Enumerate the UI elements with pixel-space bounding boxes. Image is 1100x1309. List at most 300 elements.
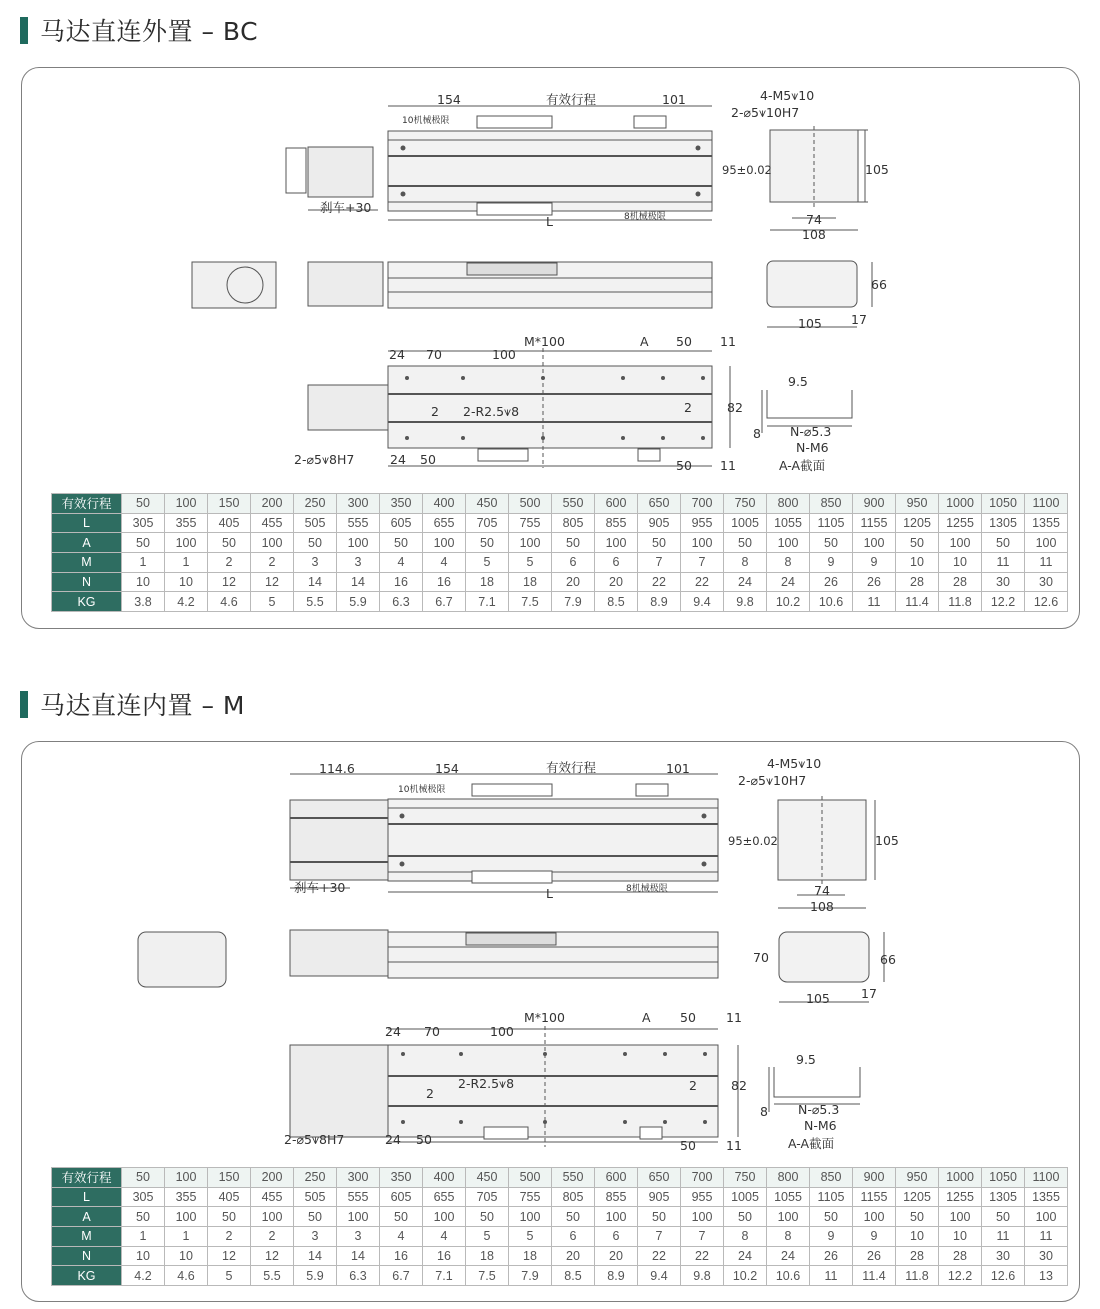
motor-side [290, 930, 388, 976]
table-cell: 100 [509, 1207, 552, 1227]
dim-105: 105 [875, 833, 899, 848]
table-cell: 455 [251, 1187, 294, 1207]
dim-50: 50 [676, 334, 692, 349]
table-cell: 12 [251, 572, 294, 592]
table-cell: 100 [165, 1168, 208, 1188]
dim-17: 17 [851, 312, 867, 327]
table-cell: 400 [423, 1168, 466, 1188]
table-cell: 150 [208, 494, 251, 514]
dim-24: 24 [385, 1024, 401, 1039]
table-cell: 100 [165, 494, 208, 514]
dim-66: 66 [871, 277, 887, 292]
label-m5: 4-M5⩛10 [760, 88, 815, 103]
table-cell: 50 [810, 1207, 853, 1227]
table-cell: 200 [251, 494, 294, 514]
table-cell: 6.3 [337, 1266, 380, 1286]
table-cell: 26 [853, 1246, 896, 1266]
section-profile [767, 390, 852, 418]
table-cell: 11 [982, 553, 1025, 573]
table-cell: 22 [638, 572, 681, 592]
table-cell: 18 [509, 572, 552, 592]
table-cell: 805 [552, 513, 595, 533]
dim-66: 66 [880, 952, 896, 967]
label-limit8: 8机械极限 [624, 212, 666, 222]
table-cell: 50 [638, 533, 681, 553]
table-cell: 555 [337, 513, 380, 533]
table-cell: 100 [251, 533, 294, 553]
table-row [52, 494, 1068, 514]
label-n53: N-⌀5.3 [790, 424, 832, 439]
table-cell: 50 [208, 1207, 251, 1227]
table-cell: 9 [810, 1227, 853, 1247]
table-cell: 1000 [939, 1168, 982, 1188]
table-cell: 5 [466, 1227, 509, 1247]
table-cell: 655 [423, 1187, 466, 1207]
table-row [52, 513, 1068, 533]
table-cell: 6.7 [423, 592, 466, 612]
table-cell: 10 [165, 1246, 208, 1266]
table-cell: 100 [1025, 533, 1068, 553]
dim-m100: M*100 [524, 334, 565, 349]
table-cell: 14 [294, 1246, 337, 1266]
table-cell: 9.4 [638, 1266, 681, 1286]
label-hole8: 2-⌀5⩛8H7 [284, 1132, 345, 1147]
table-cell: 100 [251, 1207, 294, 1227]
table-cell: 12.6 [982, 1266, 1025, 1286]
table-cell: 11 [810, 1266, 853, 1286]
table-row [52, 1266, 1068, 1286]
dim-108: 108 [810, 899, 834, 914]
dim-50c: 50 [680, 1138, 696, 1153]
table-cell: 1050 [982, 1168, 1025, 1188]
dim-8: 8 [753, 426, 761, 441]
dim-11: 11 [720, 334, 736, 349]
dim-82: 82 [727, 400, 743, 415]
dim-105: 105 [865, 162, 889, 177]
spec-table-m [51, 1167, 1068, 1286]
table-cell: 805 [552, 1187, 595, 1207]
table-cell: 7.1 [423, 1266, 466, 1286]
table-cell: 50 [294, 533, 337, 553]
table-cell: 5.9 [294, 1266, 337, 1286]
table-cell: 24 [724, 1246, 767, 1266]
table-cell: 16 [423, 572, 466, 592]
table-cell: 100 [939, 1207, 982, 1227]
dim-8: 8 [760, 1104, 768, 1119]
dim-74: 74 [814, 883, 830, 898]
table-cell: 6.3 [380, 592, 423, 612]
dim-114-6: 114.6 [319, 761, 355, 776]
table-cell: 100 [337, 533, 380, 553]
table-cell: 1305 [982, 1187, 1025, 1207]
table-cell: 7.5 [466, 1266, 509, 1286]
table-cell: 7.9 [509, 1266, 552, 1286]
table-cell: 16 [423, 1246, 466, 1266]
table-cell: 4.6 [208, 592, 251, 612]
table-cell: 1 [122, 1227, 165, 1247]
table-cell: 9.8 [681, 1266, 724, 1286]
table-cell: 350 [380, 1168, 423, 1188]
table-cell: 5.9 [337, 592, 380, 612]
label-limit8: 8机械极限 [626, 884, 668, 894]
table-row [52, 592, 1068, 612]
table-cell: 455 [251, 513, 294, 533]
dim-70-end: 70 [753, 950, 769, 965]
dim-L: L [546, 886, 553, 901]
table-cell: 20 [552, 1246, 595, 1266]
table-cell: 405 [208, 1187, 251, 1207]
label-hole8: 2-⌀5⩛8H7 [294, 452, 355, 467]
row-header: L [52, 1187, 122, 1207]
label-m5: 4-M5⩛10 [767, 756, 822, 771]
section-title-text: 马达直连外置 – BC [40, 17, 259, 46]
dim-m100: M*100 [524, 1010, 565, 1025]
table-cell: 700 [681, 1168, 724, 1188]
table-cell: 1305 [982, 513, 1025, 533]
table-cell: 12 [208, 1246, 251, 1266]
table-cell: 10.6 [810, 592, 853, 612]
table-cell: 11 [853, 592, 896, 612]
table-cell: 3 [337, 553, 380, 573]
table-cell: 650 [638, 1168, 681, 1188]
table-cell: 12 [251, 1246, 294, 1266]
table-cell: 8.9 [638, 592, 681, 612]
dim-stroke: 有效行程 [546, 760, 597, 775]
table-cell: 6 [552, 553, 595, 573]
label-A: A [642, 1010, 651, 1025]
label-limit10: 10机械极限 [398, 785, 446, 795]
table-cell: 5 [251, 592, 294, 612]
motor-block [290, 800, 388, 880]
dim-50: 50 [680, 1010, 696, 1025]
panel-m [21, 741, 1080, 1302]
table-cell: 50 [724, 1207, 767, 1227]
table-cell: 7.5 [509, 592, 552, 612]
table-row [52, 533, 1068, 553]
actuator-body-top [388, 131, 712, 211]
row-header: A [52, 1207, 122, 1227]
table-row [52, 572, 1068, 592]
table-cell: 1005 [724, 513, 767, 533]
table-cell: 850 [810, 494, 853, 514]
table-cell: 50 [208, 533, 251, 553]
table-cell: 22 [638, 1246, 681, 1266]
table-cell: 50 [982, 1207, 1025, 1227]
table-cell: 24 [767, 572, 810, 592]
table-cell: 1205 [896, 513, 939, 533]
table-cell: 30 [1025, 1246, 1068, 1266]
table-cell: 100 [853, 533, 896, 553]
table-cell: 3 [337, 1227, 380, 1247]
table-cell: 5 [208, 1266, 251, 1286]
table-cell: 600 [595, 1168, 638, 1188]
table-cell: 355 [165, 513, 208, 533]
table-cell: 555 [337, 1187, 380, 1207]
table-cell: 500 [509, 1168, 552, 1188]
table-cell: 8 [767, 1227, 810, 1247]
table-cell: 10.2 [724, 1266, 767, 1286]
table-cell: 9 [853, 1227, 896, 1247]
motor-cap [286, 148, 306, 193]
table-cell: 1 [122, 553, 165, 573]
table-cell: 950 [896, 1168, 939, 1188]
label-n53: N-⌀5.3 [798, 1102, 840, 1117]
table-cell: 20 [595, 1246, 638, 1266]
label-brake: 刹车+30 [294, 880, 346, 895]
table-cell: 1100 [1025, 1168, 1068, 1188]
spec-table-bc [51, 493, 1068, 612]
table-cell: 10 [122, 572, 165, 592]
table-cell: 50 [466, 1207, 509, 1227]
dim-11: 11 [726, 1010, 742, 1025]
table-cell: 12 [208, 572, 251, 592]
table-cell: 8.5 [595, 592, 638, 612]
row-header: M [52, 553, 122, 573]
table-cell: 11.8 [939, 592, 982, 612]
table-cell: 1000 [939, 494, 982, 514]
table-cell: 5 [509, 553, 552, 573]
table-cell: 14 [337, 572, 380, 592]
table-row [52, 1168, 1068, 1188]
table-cell: 450 [466, 1168, 509, 1188]
table-cell: 7.1 [466, 592, 509, 612]
table-cell: 550 [552, 494, 595, 514]
table-cell: 605 [380, 513, 423, 533]
actuator-body-bottom [388, 1045, 718, 1137]
table-row [52, 1227, 1068, 1247]
table-cell: 850 [810, 1168, 853, 1188]
table-cell: 11.8 [896, 1266, 939, 1286]
table-cell: 9.8 [724, 592, 767, 612]
table-cell: 11 [1025, 553, 1068, 573]
table-cell: 400 [423, 494, 466, 514]
dim-24: 24 [389, 347, 405, 362]
table-cell: 10 [896, 1227, 939, 1247]
table-cell: 10 [165, 572, 208, 592]
table-cell: 22 [681, 572, 724, 592]
table-cell: 5 [466, 553, 509, 573]
table-cell: 100 [423, 533, 466, 553]
table-cell: 600 [595, 494, 638, 514]
table-cell: 28 [896, 1246, 939, 1266]
label-nm6: N-M6 [804, 1118, 837, 1133]
label-A: A [640, 334, 649, 349]
table-cell: 4.2 [165, 592, 208, 612]
table-cell: 2 [208, 1227, 251, 1247]
table-cell: 100 [681, 1207, 724, 1227]
drawing-bc [22, 68, 1079, 488]
table-cell: 650 [638, 494, 681, 514]
table-cell: 1255 [939, 513, 982, 533]
table-cell: 26 [810, 572, 853, 592]
label-two-left: 2 [426, 1086, 434, 1101]
title-accent-bar [20, 691, 28, 718]
table-cell: 24 [767, 1246, 810, 1266]
table-cell: 855 [595, 1187, 638, 1207]
row-header: KG [52, 592, 122, 612]
table-cell: 500 [509, 494, 552, 514]
table-cell: 10.2 [767, 592, 810, 612]
table-cell: 50 [294, 1207, 337, 1227]
dim-9-5: 9.5 [796, 1052, 816, 1067]
table-cell: 30 [1025, 572, 1068, 592]
table-cell: 20 [552, 572, 595, 592]
label-nm6: N-M6 [796, 440, 829, 455]
table-cell: 11.4 [896, 592, 939, 612]
table-cell: 605 [380, 1187, 423, 1207]
dim-101: 101 [666, 761, 690, 776]
table-cell: 1055 [767, 1187, 810, 1207]
table-cell: 5.5 [251, 1266, 294, 1286]
table-cell: 4.6 [165, 1266, 208, 1286]
table-cell: 50 [466, 533, 509, 553]
table-cell: 1 [165, 553, 208, 573]
table-cell: 11.4 [853, 1266, 896, 1286]
table-cell: 300 [337, 1168, 380, 1188]
table-cell: 12.2 [982, 592, 1025, 612]
dim-108: 108 [802, 227, 826, 242]
motor-bottom [308, 385, 388, 430]
table-cell: 3 [294, 1227, 337, 1247]
label-section-aa: A-A截面 [788, 1136, 835, 1151]
table-cell: 18 [466, 1246, 509, 1266]
table-cell: 50 [122, 533, 165, 553]
dim-100: 100 [492, 347, 516, 362]
table-cell: 10.6 [767, 1266, 810, 1286]
table-cell: 1105 [810, 1187, 853, 1207]
dim-105b: 105 [806, 991, 830, 1006]
table-cell: 30 [982, 1246, 1025, 1266]
table-cell: 26 [810, 1246, 853, 1266]
motor-bottom [290, 1045, 388, 1137]
table-cell: 100 [767, 1207, 810, 1227]
table-row [52, 1207, 1068, 1227]
table-cell: 7.9 [552, 592, 595, 612]
dim-70: 70 [426, 347, 442, 362]
table-cell: 9 [853, 553, 896, 573]
table-cell: 305 [122, 1187, 165, 1207]
dim-82: 82 [731, 1078, 747, 1093]
table-cell: 12.6 [1025, 592, 1068, 612]
table-cell: 5.5 [294, 592, 337, 612]
table-cell: 700 [681, 494, 724, 514]
table-cell: 405 [208, 513, 251, 533]
row-header: KG [52, 1266, 122, 1286]
table-cell: 750 [724, 494, 767, 514]
dim-154: 154 [437, 92, 461, 107]
table-cell: 300 [337, 494, 380, 514]
table-cell: 3.8 [122, 592, 165, 612]
table-cell: 450 [466, 494, 509, 514]
end-view-side [779, 932, 869, 982]
row-header: 有效行程 [52, 494, 122, 514]
table-row [52, 1246, 1068, 1266]
motor-side [308, 262, 383, 306]
table-cell: 800 [767, 1168, 810, 1188]
table-cell: 8 [767, 553, 810, 573]
table-cell: 550 [552, 1168, 595, 1188]
table-cell: 100 [767, 533, 810, 553]
table-cell: 900 [853, 494, 896, 514]
table-cell: 28 [939, 572, 982, 592]
label-hole5: 2-⌀5⩛10H7 [731, 105, 800, 120]
table-cell: 2 [208, 553, 251, 573]
table-cell: 955 [681, 1187, 724, 1207]
table-cell: 1050 [982, 494, 1025, 514]
table-cell: 100 [1025, 1207, 1068, 1227]
table-cell: 24 [724, 572, 767, 592]
table-cell: 655 [423, 513, 466, 533]
dim-11b: 11 [726, 1138, 742, 1153]
table-cell: 26 [853, 572, 896, 592]
table-cell: 6 [552, 1227, 595, 1247]
table-cell: 50 [122, 494, 165, 514]
dim-100: 100 [490, 1024, 514, 1039]
table-cell: 12.2 [939, 1266, 982, 1286]
dim-24b: 24 [390, 452, 406, 467]
table-cell: 800 [767, 494, 810, 514]
table-cell: 100 [165, 1207, 208, 1227]
table-cell: 4 [423, 1227, 466, 1247]
table-cell: 1055 [767, 513, 810, 533]
table-cell: 305 [122, 513, 165, 533]
table-cell: 4 [380, 1227, 423, 1247]
table-cell: 4.2 [122, 1266, 165, 1286]
table-cell: 16 [380, 1246, 423, 1266]
table-cell: 50 [552, 533, 595, 553]
table-cell: 3 [294, 553, 337, 573]
table-cell: 28 [939, 1246, 982, 1266]
table-cell: 10 [939, 1227, 982, 1247]
table-cell: 6 [595, 1227, 638, 1247]
table-cell: 50 [810, 533, 853, 553]
actuator-body-top [388, 799, 718, 881]
dim-74: 74 [806, 212, 822, 227]
drawing-m [22, 742, 1079, 1162]
table-cell: 855 [595, 513, 638, 533]
table-cell: 705 [466, 513, 509, 533]
table-cell: 13 [1025, 1266, 1068, 1286]
end-view-side [767, 261, 857, 307]
dim-105b: 105 [798, 316, 822, 331]
table-row [52, 1187, 1068, 1207]
table-cell: 5 [509, 1227, 552, 1247]
table-cell: 50 [638, 1207, 681, 1227]
table-cell: 28 [896, 572, 939, 592]
label-brake: 刹车+30 [320, 200, 372, 215]
dim-101: 101 [662, 92, 686, 107]
table-cell: 100 [939, 533, 982, 553]
table-row [52, 553, 1068, 573]
table-cell: 955 [681, 513, 724, 533]
table-cell: 8.9 [595, 1266, 638, 1286]
label-r25: 2-R2.5⩛8 [458, 1076, 515, 1091]
label-section-aa: A-A截面 [779, 458, 826, 473]
dim-9-5: 9.5 [788, 374, 808, 389]
table-cell: 20 [595, 572, 638, 592]
table-cell: 6.7 [380, 1266, 423, 1286]
dim-24b: 24 [385, 1132, 401, 1147]
table-cell: 1355 [1025, 1187, 1068, 1207]
table-cell: 50 [380, 1207, 423, 1227]
dim-50b: 50 [416, 1132, 432, 1147]
table-cell: 50 [122, 1168, 165, 1188]
dim-50b: 50 [420, 452, 436, 467]
section-title-bc [20, 15, 258, 45]
dim-17: 17 [861, 986, 877, 1001]
table-cell: 11 [982, 1227, 1025, 1247]
label-hole5: 2-⌀5⩛10H7 [738, 773, 807, 788]
